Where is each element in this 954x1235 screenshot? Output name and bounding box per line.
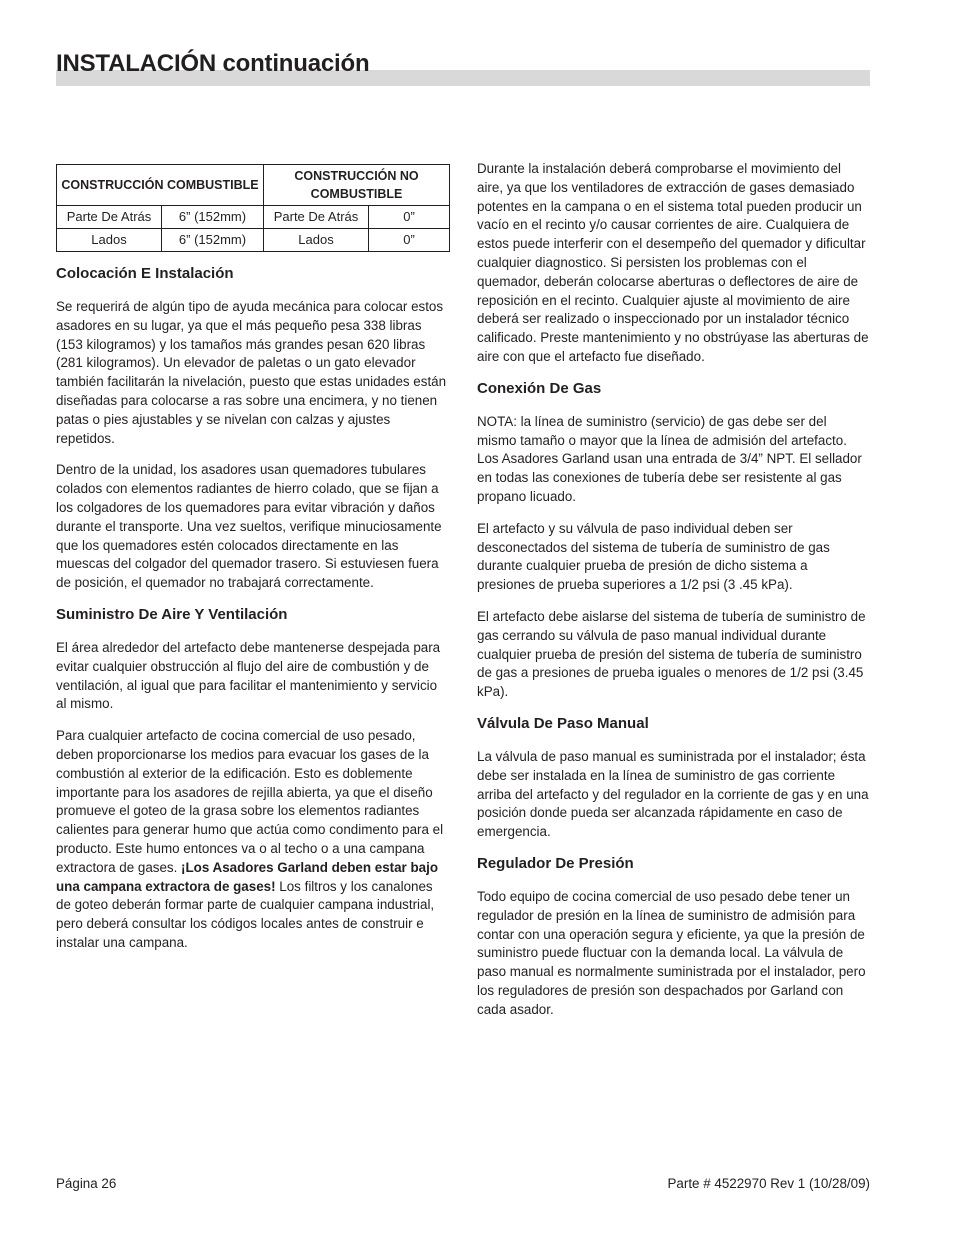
table-cell: 0” <box>369 206 450 229</box>
table-cell: 6” (152mm) <box>162 229 264 252</box>
text-span: Para cualquier artefacto de cocina comercial de uso pesado, deben proporcionarse los medios para evacuar los gases de la combustión al exterior de la edificación. Esto es doblemente importante para los asadores de rejilla abierta, ya que el diseño promueve el goteo de la grasa sobre los elementos radiantes calientes para generar humo que actúa como condimento para el producto. Este humo entonces va o al techo o a una campana extractora de gases. <box>56 728 444 875</box>
table-cell: Parte De Atrás <box>264 206 369 229</box>
paragraph: El área alrededor del artefacto debe mantenerse despejada para evitar cualquier obstrucción al flujo del aire de combustión y de ventilación, al igual que para facilitar el mantenimiento y servicio al mismo. <box>56 639 441 712</box>
part-number: Parte # 4522970 Rev 1 (10/28/09) <box>667 1176 870 1191</box>
heading-conexion-gas: Conexión De Gas <box>477 379 602 397</box>
clearance-table <box>56 164 450 252</box>
warning-text: ¡Los Asadores Garland deben estar bajo una campana extractora de gases! <box>56 859 439 894</box>
table-cell: Lados <box>264 229 369 252</box>
paragraph: Durante la instalación deberá comprobarse el movimiento del aire, ya que los ventiladores de extracción de gases demasiado potentes en la campana o en el sistema total pueden producir un vacío en el recinto y/o causar corrientes de aire. Cualquiera de estos puede interferir con el desempeño del quemador y dificultar cualquier diagnostico. Si persisten los problemas con el quemador, deberán colocarse aberturas o deflectores de aire de reposición en el recinto. Cualquier ajuste al movimiento de aire deberá ser realizado o inspeccionado por un instalador técnico calificado. Preste mantenimiento y no obstrúyase las aberturas de aire con que el artefacto fue diseñado. <box>477 161 869 364</box>
table-cell: Lados <box>57 229 162 252</box>
text-span: Los filtros y los canalones de goteo deberán formar parte de cualquier campana industrial, pero deberá consultar los códigos locales antes de construir e instalar una campana. <box>56 878 435 950</box>
left-column <box>56 164 450 966</box>
paragraph: Dentro de la unidad, los asadores usan quemadores tubulares colados con elementos radiantes de hierro colado, que se fijan a los colgadores de los quemadores para evitar vibración y daños durante el transporte. Una vez sueltos, verifique minuciosamente que los quemadores estén colocados directamente en las muescas del colgador del quemador trasero. Si estuviesen fuera de posición, el quemador no trabajará correctamente. <box>56 462 442 591</box>
paragraph: NOTA: la línea de suministro (servicio) de gas debe ser del mismo tamaño o mayor que la línea de admisión del artefacto. Los Asadores Garland usan una entrada de 3/4” NPT. El sellador en todas las conexiones de tubería debe ser resistente al gas propano licuado. <box>477 413 862 504</box>
paragraph: Se requerirá de algún tipo de ayuda mecánica para colocar estos asadores en su lugar, ya que el más pequeño pesa 338 libras (153 kilogramos) y los tamaños más grandes pesan 620 libras (281 kilogramos). Un elevador de paletas o un gato elevador también facilitarán la nivelación, puesto que estas unidades están diseñadas para colocarse a ras sobre una encimera, y no tienen patas o pies ajustables y se nivelan con calzas y ajustes repetidos. <box>56 299 447 446</box>
paragraph: El artefacto debe aislarse del sistema de tubería de suministro de gas cerrando su válvula de paso manual individual durante cualquier prueba de presión del sistema de tubería de suministro de gas a presiones de prueba iguales o menores de 1/2 psi (3.45 kPa). <box>477 608 866 700</box>
header-combustible: CONSTRUCCIÓN COMBUSTIBLE <box>57 165 264 206</box>
page-number: Página 26 <box>56 1176 117 1191</box>
header-non-combustible: CONSTRUCCIÓN NO COMBUSTIBLE <box>264 165 450 206</box>
paragraph: La válvula de paso manual es suministrada por el instalador; ésta debe ser instalada en la línea de suministro de gas corriente arriba del artefacto y del regulador en la corriente de gas y en una posición donde pueda ser alcanzada rápidamente en caso de emergencia. <box>477 748 869 840</box>
heading-valvula: Válvula De Paso Manual <box>477 714 649 732</box>
heading-regulador: Regulador De Presión <box>477 854 634 872</box>
heading-colocacion: Colocación E Instalación <box>56 265 234 282</box>
paragraph: El artefacto y su válvula de paso individual deben ser desconectados del sistema de tubería de suministro de gas durante cualquier prueba de presión de dicho sistema a presiones de prueba superiores a 1/2 psi (3 .45 kPa). <box>477 520 830 593</box>
table-cell: 6” (152mm) <box>162 206 264 229</box>
table-row <box>57 206 450 229</box>
table-row <box>57 229 450 252</box>
paragraph: Todo equipo de cocina comercial de uso pesado debe tener un regulador de presión en la línea de suministro de admisión para contar con una operación segura y eficiente, ya que la presión de suministro puede fluctuar con la demanda local. La válvula de paso manual es normalmente suministrada por el instalador, pero los reguladores de presión son despachados por Garland con cada asador. <box>477 888 866 1017</box>
table-cell: 0” <box>369 229 450 252</box>
heading-suministro-aire: Suministro De Aire Y Ventilación <box>56 605 288 623</box>
page-title: INSTALACIÓN continuación <box>56 50 370 77</box>
right-column <box>477 160 869 1032</box>
paragraph-with-warning <box>56 727 450 953</box>
table-cell: Parte De Atrás <box>57 206 162 229</box>
